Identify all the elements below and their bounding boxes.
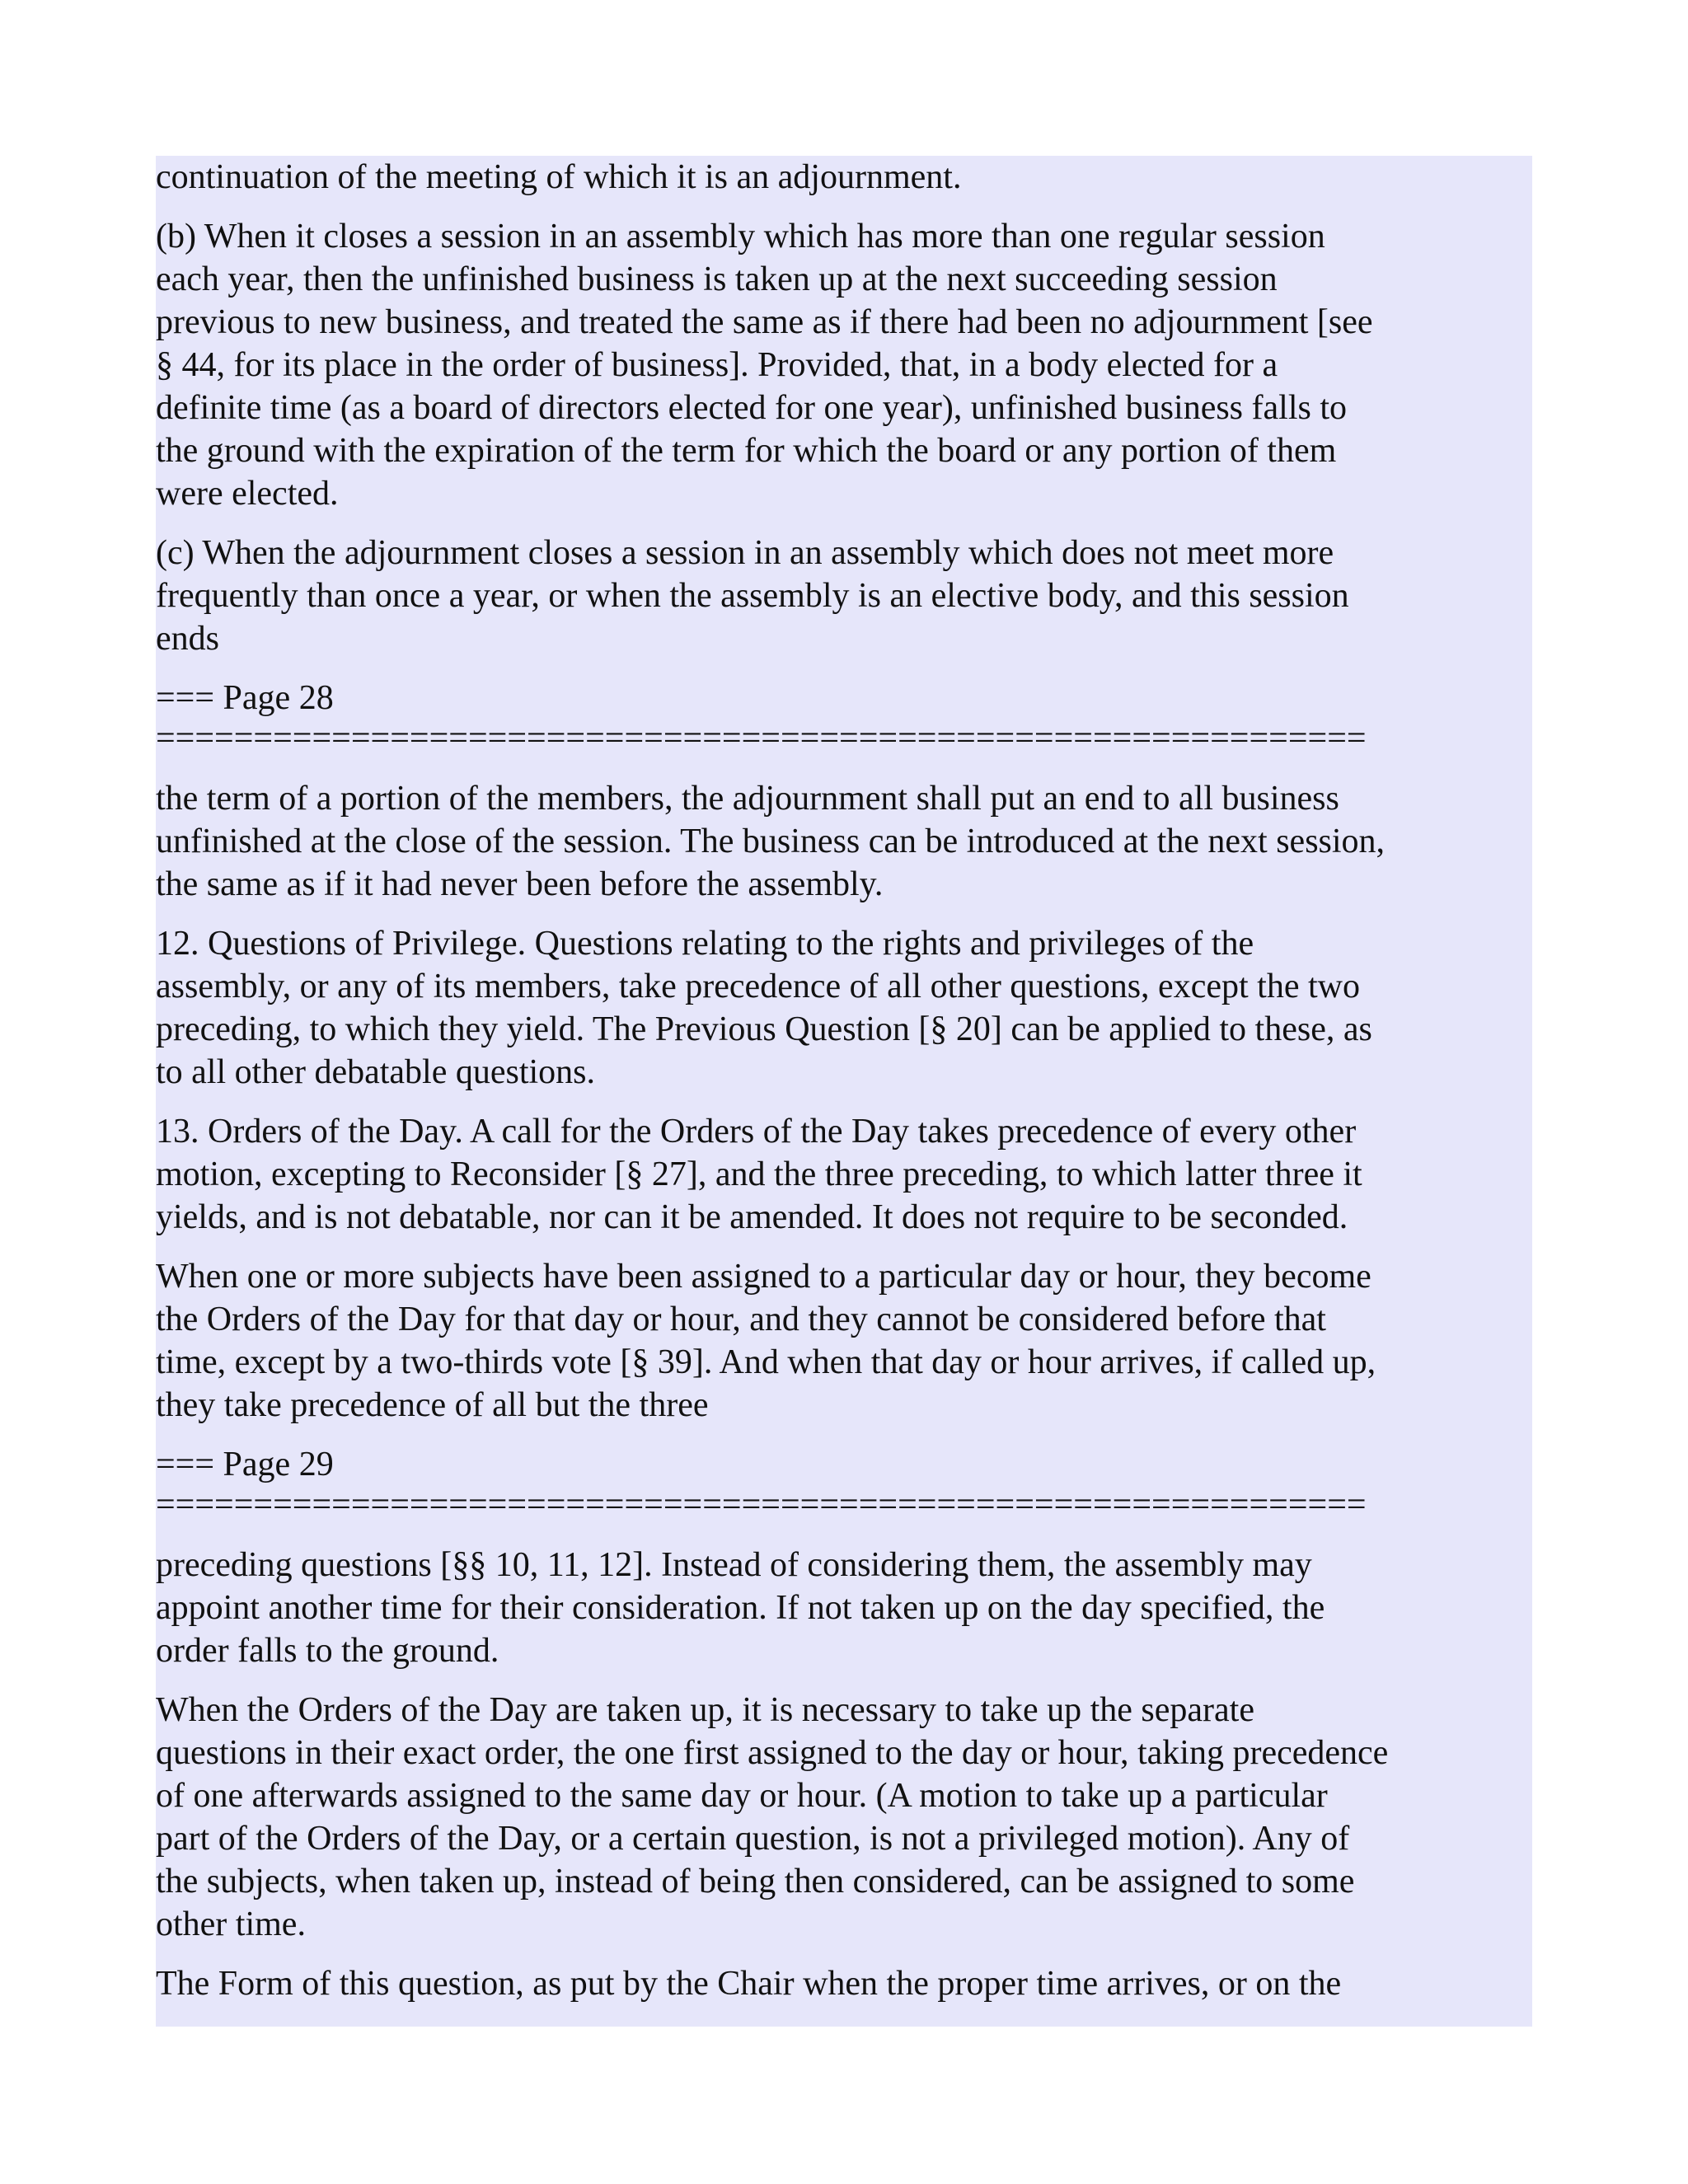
paragraph: preceding questions [§§ 10, 11, 12]. Instead of considering them, the assembly may appoint another time for their consideration. If not taken up on the day specified, the order falls to the ground. [156,1546,1325,1670]
paragraph: 12. Questions of Privilege. Questions relating to the rights and privileges of the assembly, or any of its members, take precedence of all other questions, except the two preceding, to which they yield. The Previous Question [§ 20] can be applied to these, as to all other debatable questions. [156,925,1372,1091]
paragraph: the term of a portion of the members, the adjournment shall put an end to all business unfinished at the close of the session. The business can be introduced at the next session, the same as if it had never been before the assembly. [156,780,1386,903]
page-separator: ============================================================== [156,1486,1367,1524]
paragraph: (b) When it closes a session in an assembly which has more than one regular session each year, then the unfinished business is taken up at the next succeeding session previous to new business, and treated the same as if there had been no adjournment [see § 44, for its place in the order of business]. Provided, that, in a body elected for a definite time (as a board of directors elected for one year), unfinished business falls to the ground with the expiration of the term for which the board or any portion of them were elected. [156,218,1373,513]
page-marker: === Page 28 [156,679,334,717]
paragraph: When the Orders of the Day are taken up, it is necessary to take up the separate questions in their exact order, the one first assigned to the day or hour, taking precedence of one afterwards assigned to the same day or hour. (A motion to take up a particular part of the Orders of the Day, or a certain question, is not a privileged motion). Any of the subjects, when taken up, instead of being then considered, can be assigned to some other time. [156,1691,1389,1943]
document-text-block [156,156,1532,2027]
page-separator: ============================================================== [156,719,1367,757]
paragraph: When one or more subjects have been assigned to a particular day or hour, they become the Orders of the Day for that day or hour, and they cannot be considered before that time, except by a two-thirds vote [§ 39]. And when that day or hour arrives, if called up, they take precedence of all but the three [156,1258,1376,1424]
paragraph: The Form of this question, as put by the Chair when the proper time arrives, or on the [156,1965,1342,2003]
paragraph: continuation of the meeting of which it is an adjournment. [156,158,962,196]
paragraph: (c) When the adjournment closes a session in an assembly which does not meet more frequently than once a year, or when the assembly is an elective body, and this session ends [156,534,1349,658]
page-marker: === Page 29 [156,1446,334,1483]
paragraph: 13. Orders of the Day. A call for the Orders of the Day takes precedence of every other motion, excepting to Reconsider [§ 27], and the three preceding, to which latter three it yields, and is not debatable, nor can it be amended. It does not require to be seconded. [156,1113,1362,1236]
